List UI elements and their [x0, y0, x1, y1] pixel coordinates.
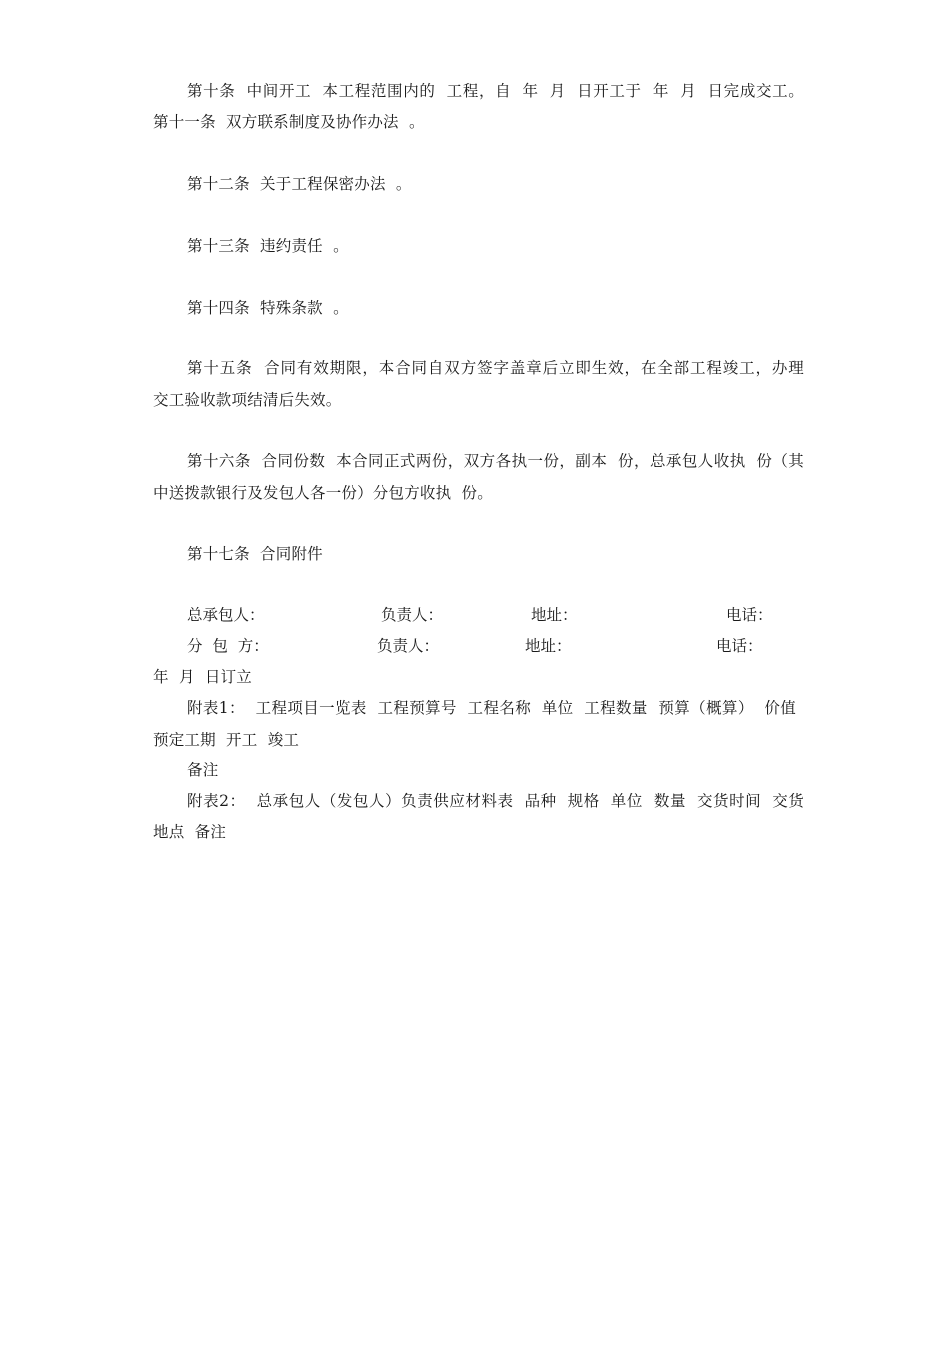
article-12: 第十二条 关于工程保密办法 。: [187, 175, 412, 193]
subcontractor-phone-label: 电话：: [716, 637, 763, 655]
appendix-2-line2: 地点 备注: [153, 823, 227, 841]
contractor-phone-label: 电话：: [726, 606, 773, 624]
appendix-1-line2: 预定工期 开工 竣工: [153, 731, 300, 749]
article-16-line2: 中送拨款银行及发包人各一份）分包方收执 份。: [153, 484, 493, 502]
appendix-1-line3: 备注: [187, 761, 219, 779]
article-11: 第十一条 双方联系制度及协作办法 。: [153, 113, 425, 131]
subcontractor-person-label: 负责人：: [377, 637, 440, 655]
contractor-address-label: 地址：: [531, 606, 578, 624]
article-10: 第十条 中间开工 本工程范围内的 工程，自 年 月 日开工于 年 月 日完成交工。: [187, 82, 804, 100]
article-17: 第十七条 合同附件: [187, 545, 323, 563]
appendix-1-line1: 附表1： 工程项目一览表 工程预算号 工程名称 单位 工程数量 预算（概算） 价值: [187, 699, 796, 717]
date-line: 年 月 日订立: [153, 668, 253, 686]
article-14: 第十四条 特殊条款 。: [187, 299, 349, 317]
article-15-line2: 交工验收款项结清后失效。: [153, 391, 342, 409]
article-13: 第十三条 违约责任 。: [187, 237, 349, 255]
subcontractor-label: 分 包 方：: [187, 637, 269, 655]
appendix-2-line1: 附表2： 总承包人（发包人）负责供应材料表 品种 规格 单位 数量 交货时间 交货: [187, 792, 804, 810]
subcontractor-address-label: 地址：: [525, 637, 572, 655]
article-16-line1: 第十六条 合同份数 本合同正式两份，双方各执一份，副本 份，总承包人收执 份（其: [187, 452, 804, 470]
article-15-line1: 第十五条 合同有效期限，本合同自双方签字盖章后立即生效，在全部工程竣工，办理: [187, 359, 804, 377]
contractor-label: 总承包人：: [187, 606, 265, 624]
contractor-person-label: 负责人：: [381, 606, 444, 624]
